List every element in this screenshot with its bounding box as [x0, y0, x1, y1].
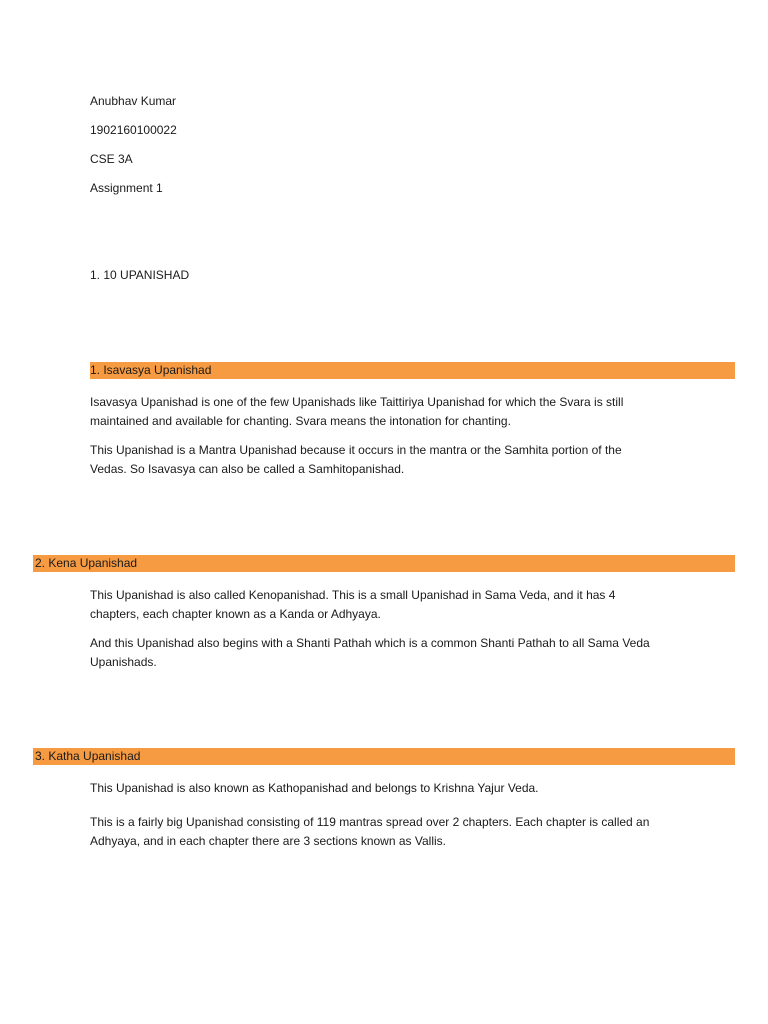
question-heading: 1. 10 UPANISHAD [90, 268, 190, 282]
section-paragraph: And this Upanishad also begins with a Shanti Pathah which is a common Shanti Pathah to all Sama Veda Upanishads. [90, 636, 650, 669]
section-heading-bar [90, 362, 735, 379]
section-paragraph: This Upanishad is a Mantra Upanishad because it occurs in the mantra or the Samhita portion of the Vedas. So Isavasya can also be called a Samhitopanishad. [90, 443, 622, 476]
roll-number: 1902160100022 [90, 123, 177, 137]
class-section: CSE 3A [90, 152, 133, 166]
section-heading-bar [33, 748, 735, 765]
assignment-title: Assignment 1 [90, 181, 163, 195]
section-paragraph: This is a fairly big Upanishad consisting of 119 mantras spread over 2 chapters. Each chapter is called an Adhyaya, and in each chapter there are 3 sections known as Vallis. [90, 815, 650, 848]
section-title: 1. Isavasya Upanishad [90, 363, 212, 377]
section-paragraph: Isavasya Upanishad is one of the few Upanishads like Taittiriya Upanishad for which the Svara is still maintained and available for chanting. Svara means the intonation for chanting. [90, 395, 624, 428]
section-paragraph: This Upanishad is also known as Kathopanishad and belongs to Krishna Yajur Veda. [90, 781, 539, 795]
section-title: 2. Kena Upanishad [35, 556, 138, 570]
section-heading-bar [33, 555, 735, 572]
section-title: 3. Katha Upanishad [35, 749, 141, 763]
section-paragraph: This Upanishad is also called Kenopanishad. This is a small Upanishad in Sama Veda, and it has 4 chapters, each chapter known as a Kanda or Adhyaya. [90, 588, 616, 621]
student-name: Anubhav Kumar [90, 94, 177, 108]
